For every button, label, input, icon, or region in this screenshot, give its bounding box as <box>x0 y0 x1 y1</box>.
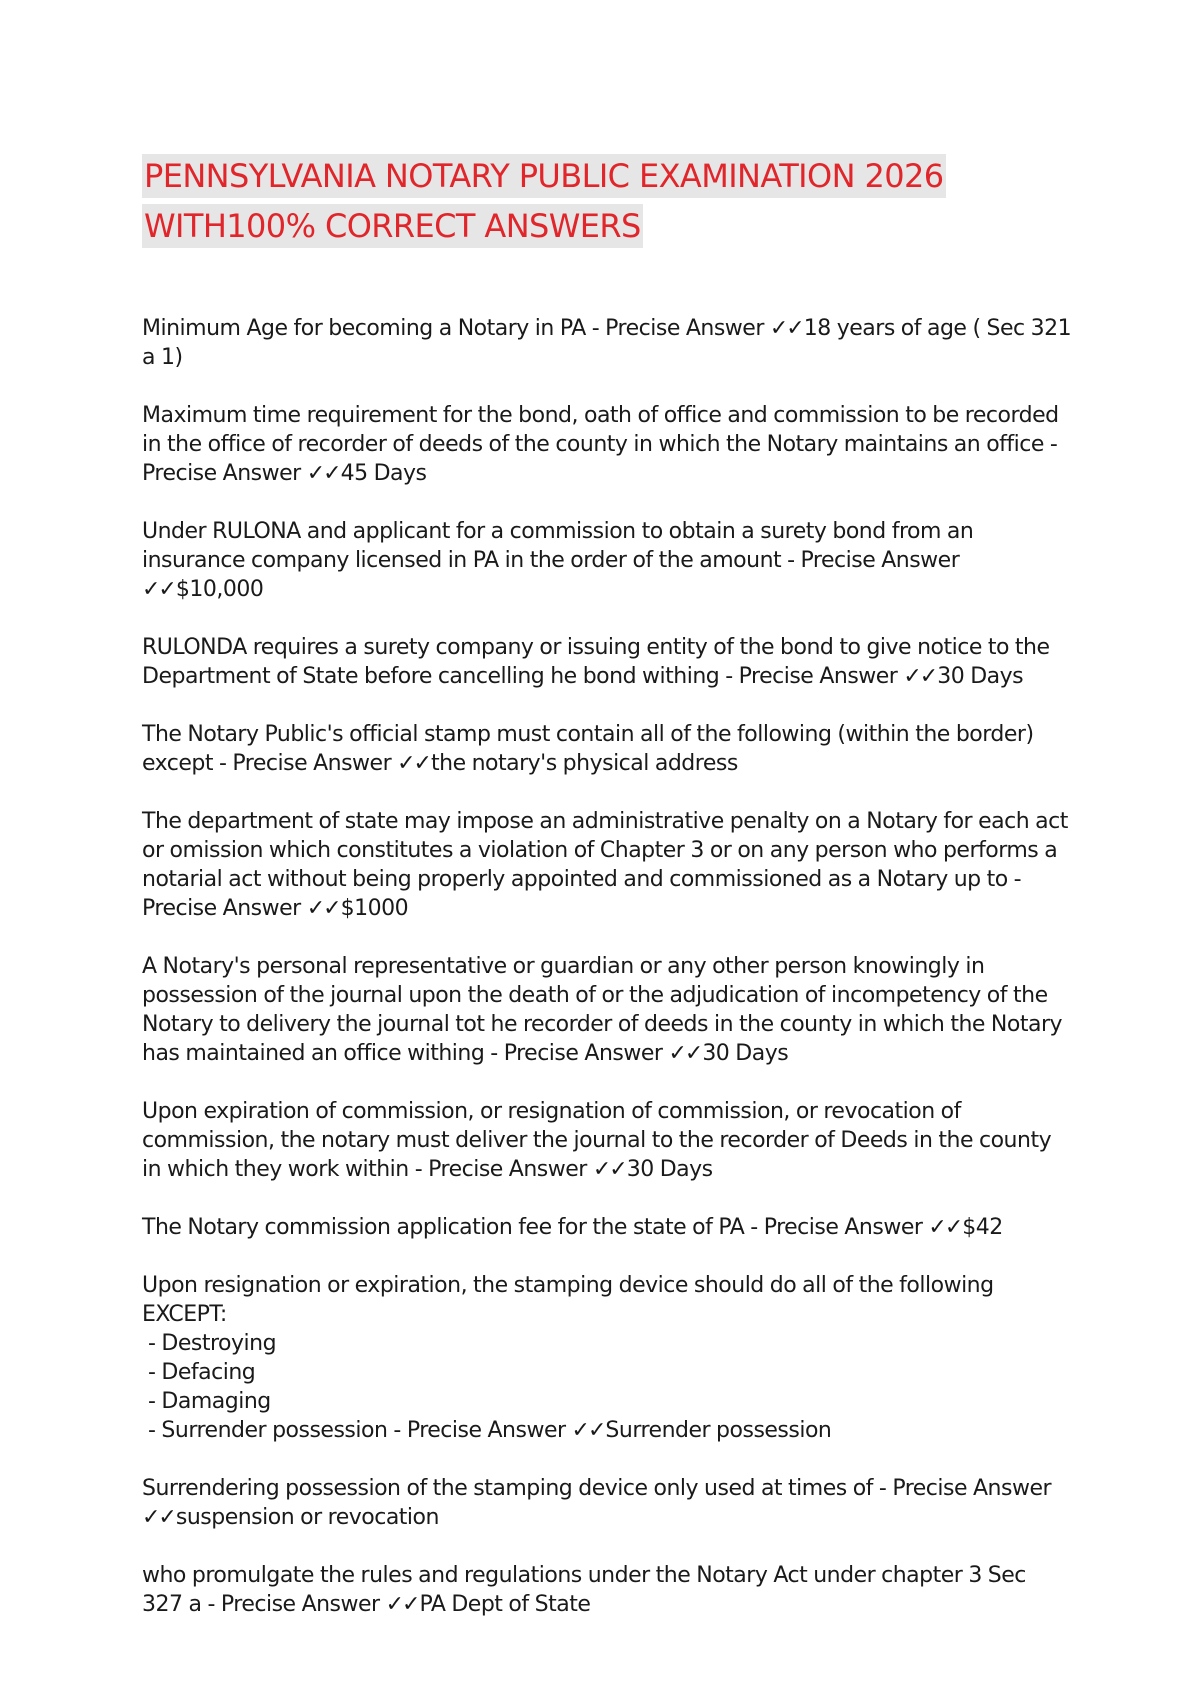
qa-item <box>142 1213 1072 1242</box>
qa-item <box>142 517 1072 604</box>
qa-question: A Notary's personal representative or guardian or any other person knowingly in possession of the journal upon the death of or the adjudication of incompetency of the Notary to delivery the journal tot he recorder of deeds in the county in which the Notary has maintained an office withing - Precise Answer <box>142 954 1063 1066</box>
qa-answer: PA Dept of State <box>419 1592 591 1617</box>
qa-answer: $42 <box>962 1215 1003 1240</box>
qa-answer: suspension or revocation <box>175 1505 439 1530</box>
qa-question: The Notary Public's official stamp must contain all of the following (within the border) except - Precise Answer <box>142 722 1034 776</box>
check-icon: ✓✓ <box>397 751 430 776</box>
qa-question: The Notary commission application fee for the state of PA - Precise Answer <box>142 1215 929 1240</box>
qa-option-with-answer <box>142 1416 1072 1445</box>
title-line-1: PENNSYLVANIA NOTARY PUBLIC EXAMINATION 2026 <box>142 154 946 198</box>
qa-item <box>142 1474 1072 1532</box>
qa-item <box>142 1271 1072 1445</box>
document-page <box>142 154 1072 1648</box>
qa-item <box>142 401 1072 488</box>
qa-list <box>142 314 1072 1619</box>
qa-item <box>142 1097 1072 1184</box>
qa-question: The department of state may impose an administrative penalty on a Notary for each act or omission which constitutes a violation of Chapter 3 or on any person who performs a notarial act without being properly appointed and commissioned as a Notary up to - Precise Answer <box>142 809 1068 921</box>
qa-question: Surrendering possession of the stamping device only used at times of - Precise Answer <box>142 1476 1052 1501</box>
qa-answer: 30 Days <box>702 1041 789 1066</box>
qa-answer: $1000 <box>340 896 409 921</box>
qa-answer: $10,000 <box>175 577 264 602</box>
check-icon: ✓✓ <box>385 1592 419 1617</box>
qa-question: Minimum Age for becoming a Notary in PA - Precise Answer <box>142 316 770 341</box>
check-icon: ✓✓ <box>769 316 803 341</box>
qa-question: Upon resignation or expiration, the stamping device should do all of the following EXCEPT: <box>142 1273 994 1327</box>
qa-option: - Damaging <box>148 1389 271 1414</box>
qa-answer: 30 Days <box>626 1157 713 1182</box>
qa-question: RULONDA requires a surety company or issuing entity of the bond to give notice to the Department of State before cancelling he bond withing - Precise Answer <box>142 635 1050 689</box>
qa-answer: Surrender possession <box>605 1418 832 1443</box>
qa-question: who promulgate the rules and regulations under the Notary Act under chapter 3 Sec 327 a - Precise Answer <box>142 1563 1026 1617</box>
check-icon: ✓✓ <box>306 896 340 921</box>
qa-answer: the notary's physical address <box>431 751 738 776</box>
qa-option: - Surrender possession - Precise Answer <box>148 1418 572 1443</box>
qa-item <box>142 314 1072 372</box>
check-icon: ✓✓ <box>928 1215 962 1240</box>
check-icon: ✓✓ <box>668 1041 702 1066</box>
check-icon: ✓✓ <box>142 1505 175 1530</box>
qa-option: - Defacing <box>148 1360 256 1385</box>
check-icon: ✓✓ <box>142 577 175 602</box>
qa-question: Under RULONA and applicant for a commission to obtain a surety bond from an insurance company licensed in PA in the order of the amount - Precise Answer <box>142 519 974 573</box>
check-icon: ✓✓ <box>592 1157 626 1182</box>
qa-item <box>142 720 1072 778</box>
check-icon: ✓✓ <box>571 1418 605 1443</box>
qa-question: Maximum time requirement for the bond, oath of office and commission to be recorded in the office of recorder of deeds of the county in which the Notary maintains an office - Precise Answer <box>142 403 1059 486</box>
qa-answer: 18 years of age ( Sec 321 a 1) <box>142 316 1072 370</box>
qa-question: Upon expiration of commission, or resignation of commission, or revocation of commission, the notary must deliver the journal to the recorder of Deeds in the county in which they work within - Precise Answer <box>142 1099 1052 1182</box>
qa-item <box>142 952 1072 1068</box>
qa-item <box>142 633 1072 691</box>
qa-item <box>142 1561 1072 1619</box>
title-line-2: WITH100% CORRECT ANSWERS <box>142 204 643 248</box>
qa-answer: 45 Days <box>340 461 427 486</box>
qa-item <box>142 807 1072 923</box>
document-title <box>142 154 1072 254</box>
check-icon: ✓✓ <box>903 664 937 689</box>
qa-answer: 30 Days <box>937 664 1024 689</box>
check-icon: ✓✓ <box>306 461 340 486</box>
qa-option: - Destroying <box>148 1331 277 1356</box>
